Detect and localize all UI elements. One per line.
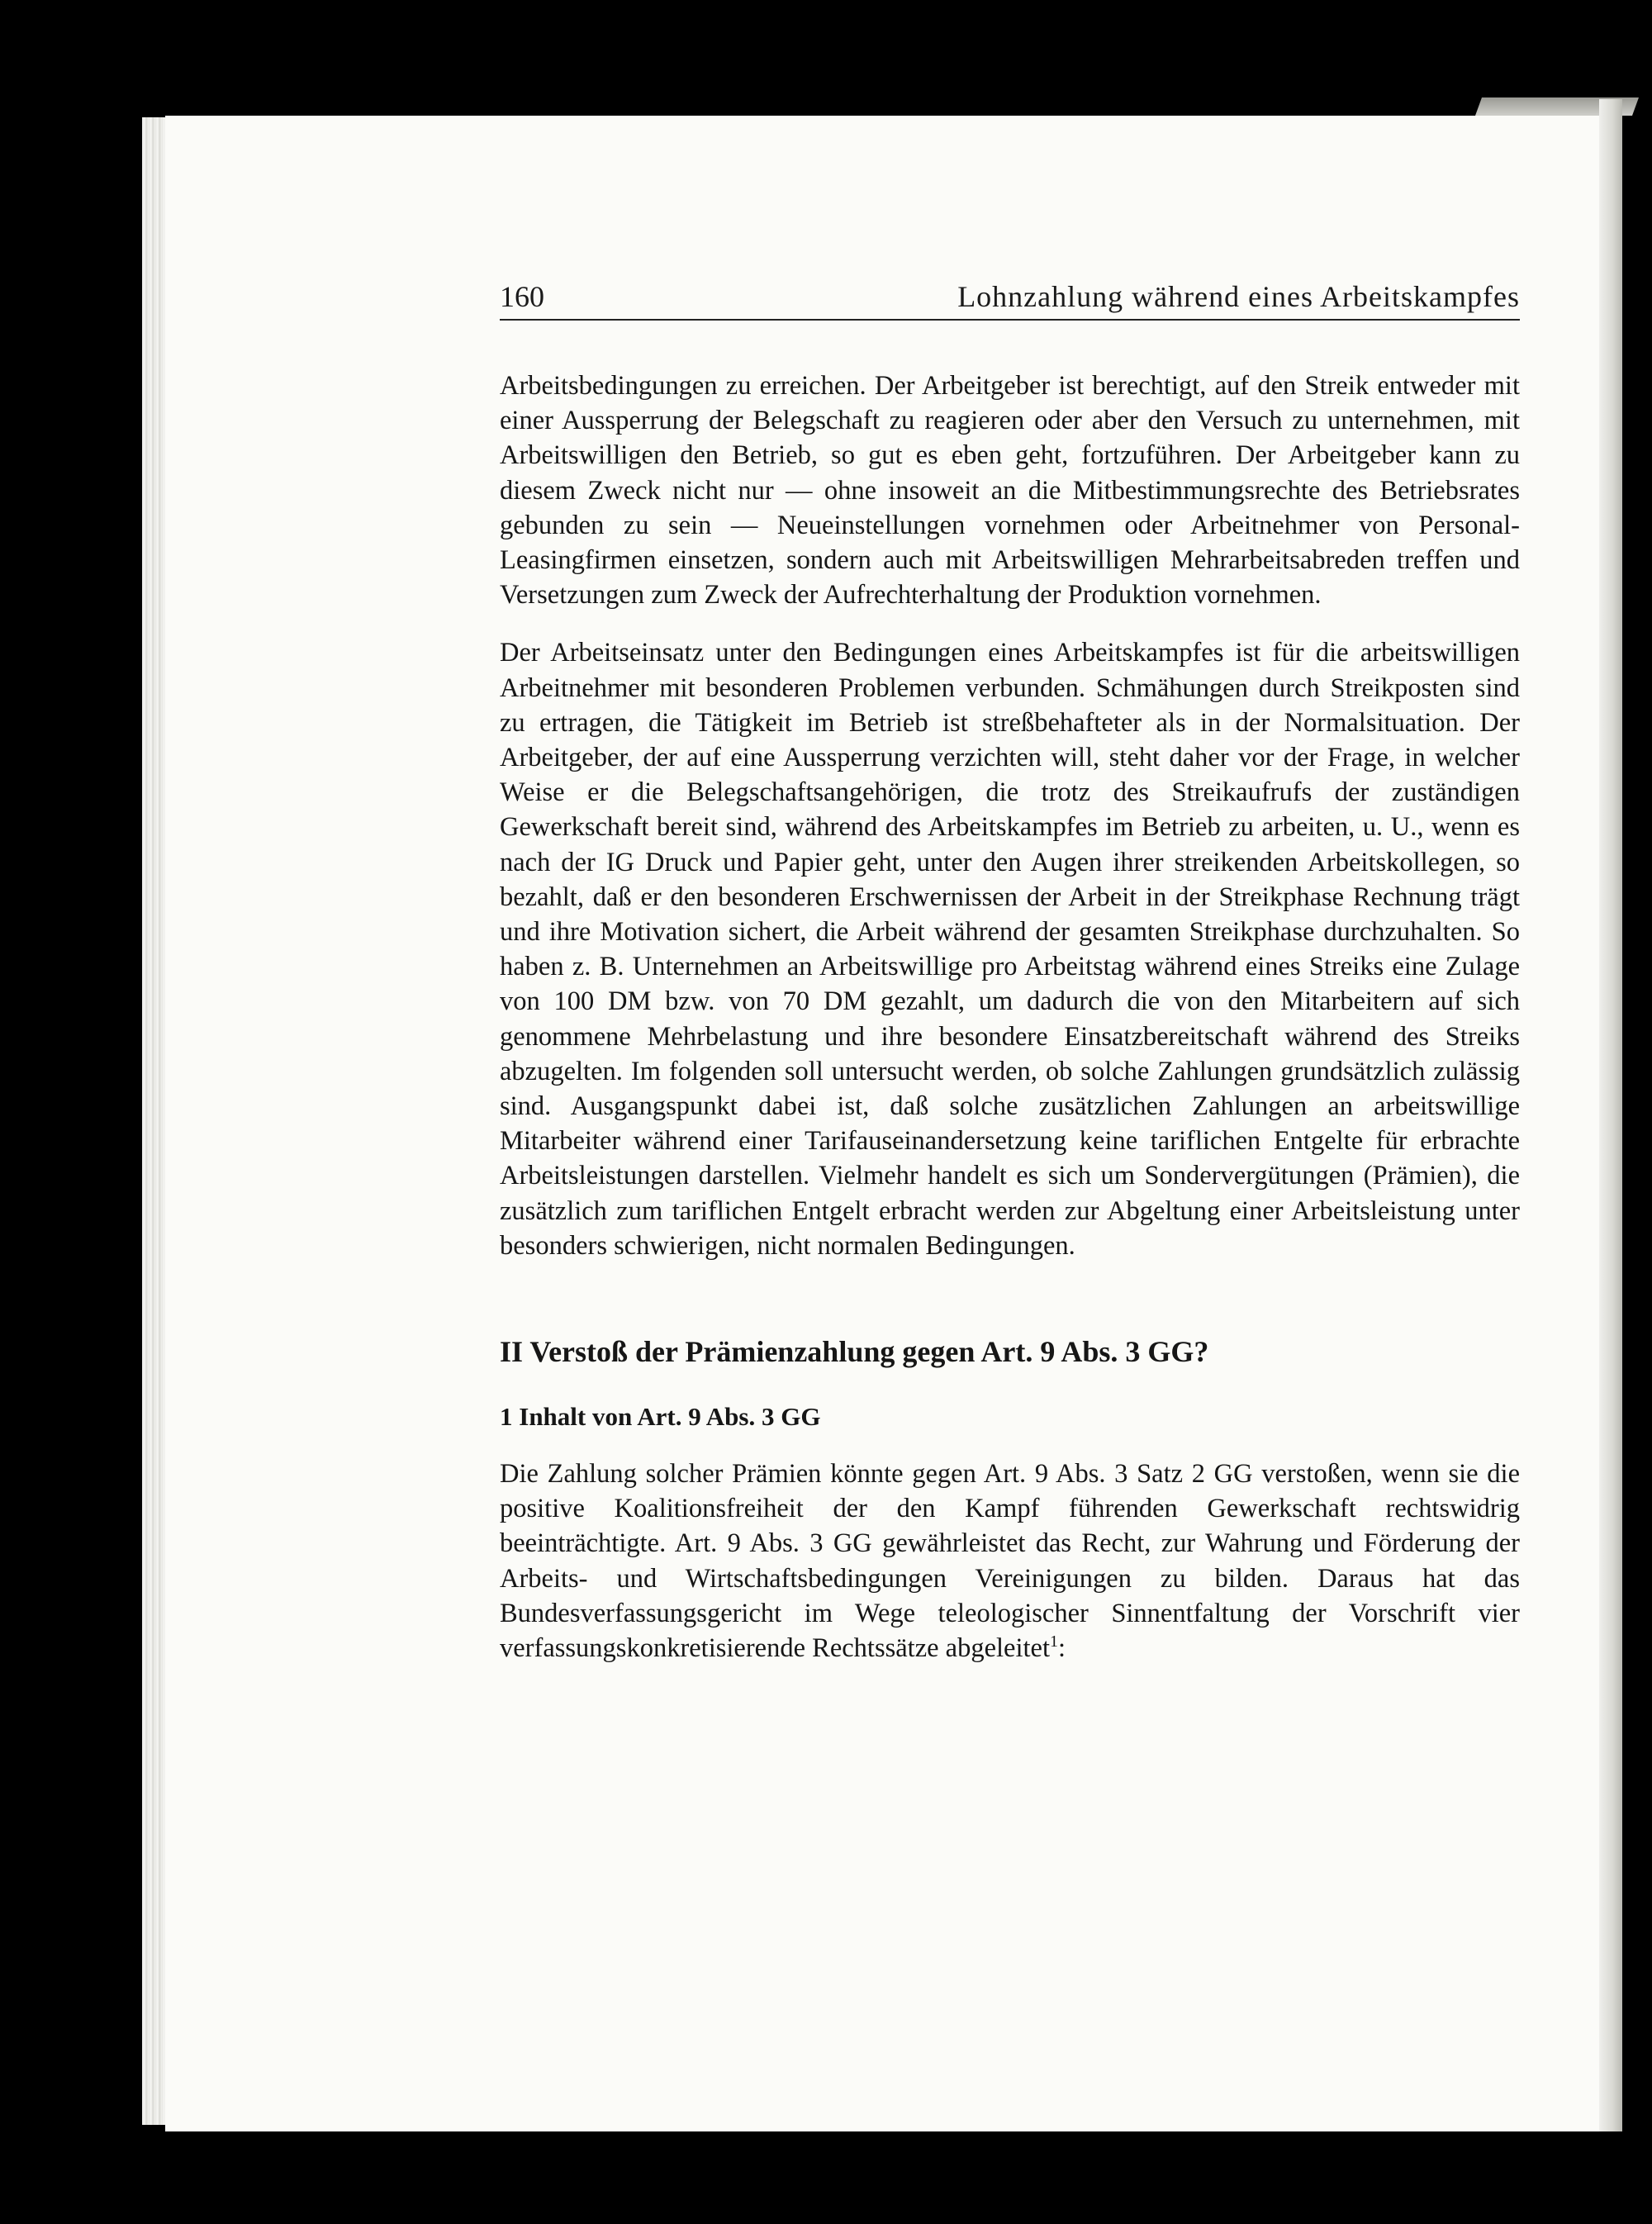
page-header bbox=[500, 271, 1520, 321]
body-paragraph-3 bbox=[500, 1457, 1520, 1666]
body-paragraph-2: Der Arbeitseinsatz unter den Bedingungen eines Arbeitskampfes ist für die arbeitswilligen Arbeitnehmer mit besonderen Problemen verbunden. Schmähungen durch Streikposten sind zu ertragen, die Tätigkeit im Betrieb ist streßbehafteter als in der Normalsituation. Der Arbeitgeber, der auf eine Aussperrung verzichten will, steht daher vor der Frage, in welcher Weise er die Belegschaftsangehörigen, die trotz des Streikaufrufs der zuständigen Gewerkschaft bereit sind, während des Arbeitskampfes im Betrieb zu arbeiten, u. U., wenn es nach der IG Druck und Papier geht, unter den Augen ihrer streikenden Arbeitskollegen, so bezahlt, daß er den besonderen Erschwernissen der Arbeit in der Streikphase Rechnung trägt und ihre Motivation sichert, die Arbeit während der gesamten Streikphase durchzuhalten. So haben z. B. Unternehmen an Arbeitswillige pro Arbeitstag während eines Streiks eine Zulage von 100 DM bzw. von 70 DM gezahlt, um dadurch die von den Mitarbeitern auf sich genommene Mehrbelastung und ihre besondere Einsatzbereitschaft während des Streiks abzugelten. Im folgenden soll untersucht werden, ob solche Zahlungen grundsätzlich zulässig sind. Ausgangspunkt dabei ist, daß solche zusätzlichen Zahlungen an arbeitswillige Mitarbeiter während einer Tarifauseinandersetzung keine tariflichen Entgelte für erbrachte Arbeitsleistungen darstellen. Vielmehr handelt es sich um Sondervergütungen (Prämien), die zusätzlich zum tariflichen Entgelt erbracht werden zur Abgeltung einer Arbeitsleistung unter besonders schwierigen, nicht normalen Bedingungen. bbox=[500, 638, 1520, 1261]
subsection-heading: 1 Inhalt von Art. 9 Abs. 3 GG bbox=[500, 1402, 821, 1432]
body-paragraph-1: Arbeitsbedingungen zu erreichen. Der Arbeitgeber ist berechtigt, auf den Streik entweder mit einer Aussperrung der Belegschaft zu reagieren oder aber den Versuch zu unternehmen, mit Arbeitswilligen den Betrieb, so gut es eben geht, fortzuführen. Der Arbeitgeber kann zu diesem Zweck nicht nur — ohne insoweit an die Mitbestimmungsrechte des Betriebsrates gebunden zu sein — Neueinstellungen vornehmen oder Arbeitnehmer von Personal-Leasingfirmen einsetzen, sondern auch mit Arbeitswilligen Mehrarbeitsabreden treffen und Versetzungen zum Zweck der Aufrechterhaltung der Produktion vornehmen. bbox=[500, 371, 1520, 611]
page-body bbox=[500, 368, 1520, 1666]
footnote-marker[interactable]: 1 bbox=[1050, 1632, 1058, 1651]
body-paragraph-3-end: : bbox=[1058, 1633, 1066, 1664]
body-paragraph-3-text: Die Zahlung solcher Prämien könnte gegen Art. 9 Abs. 3 Satz 2 GG verstoßen, wenn sie die positive Koalitionsfreiheit der den Kampf führenden Gewerkschaft rechtswidrig beeinträchtigte. Art. 9 Abs. 3 GG gewährleistet das Recht, zur Wahrung und Förderung der Arbeits- und Wirtschaftsbedingungen Vereinigungen zu bilden. Daraus hat das Bundesverfassungsgericht im Wege teleologischer Sinnentfaltung der Vorschrift vier verfassungskonkretisierende Rechtssätze abgeleitet bbox=[500, 1459, 1520, 1664]
section-heading: II Verstoß der Prämienzahlung gegen Art. 9 Abs. 3 GG? bbox=[500, 1335, 1209, 1369]
page-number: 160 bbox=[500, 280, 544, 313]
book-page-edges-right bbox=[1599, 99, 1622, 2131]
running-title: Lohnzahlung während eines Arbeitskampfes bbox=[957, 280, 1520, 313]
